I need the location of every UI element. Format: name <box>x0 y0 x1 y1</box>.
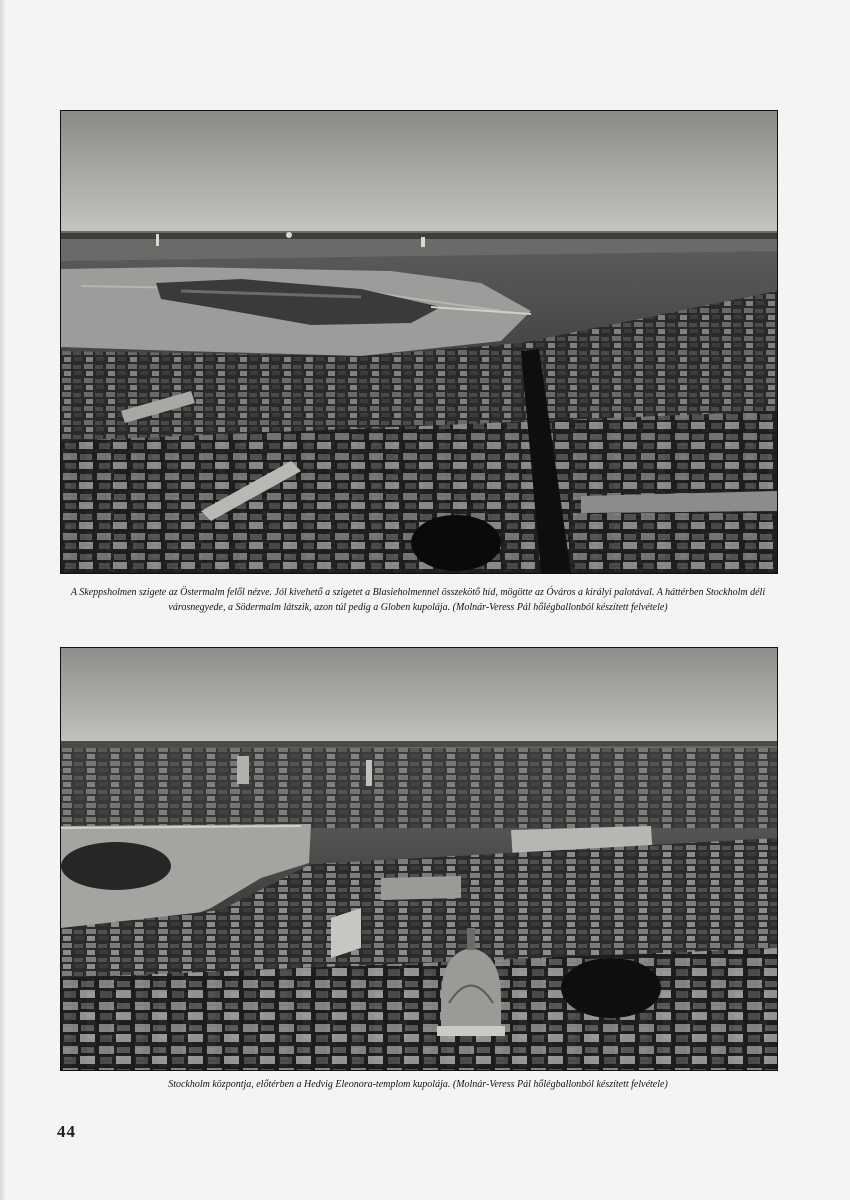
photo-stockholm-center-aerial <box>60 647 778 1071</box>
photo-caption: Stockholm központja, előtérben a Hedvig Eleonora-templom kupolája. (Molnár-Veress Pál hőlégballonból készített felvétele) <box>168 1079 668 1090</box>
photo-skeppsholmen-aerial <box>60 110 778 574</box>
photo-caption: A Skeppsholmen szigete az Östermalm felől nézve. Jól kivehető a szigetet a Blasieholmennel összekötő híd, mögötte az Óváros a királyi palotával. A háttérben Stockholm déli városnegyede, a Södermalm látszik, azon túl pedig a Globen kupolája. (Molnár-Veress Pál hőlégballonból készített felvétele) <box>70 587 766 613</box>
page-number: 44 <box>57 1122 76 1141</box>
page-binding-edge <box>0 0 6 1200</box>
